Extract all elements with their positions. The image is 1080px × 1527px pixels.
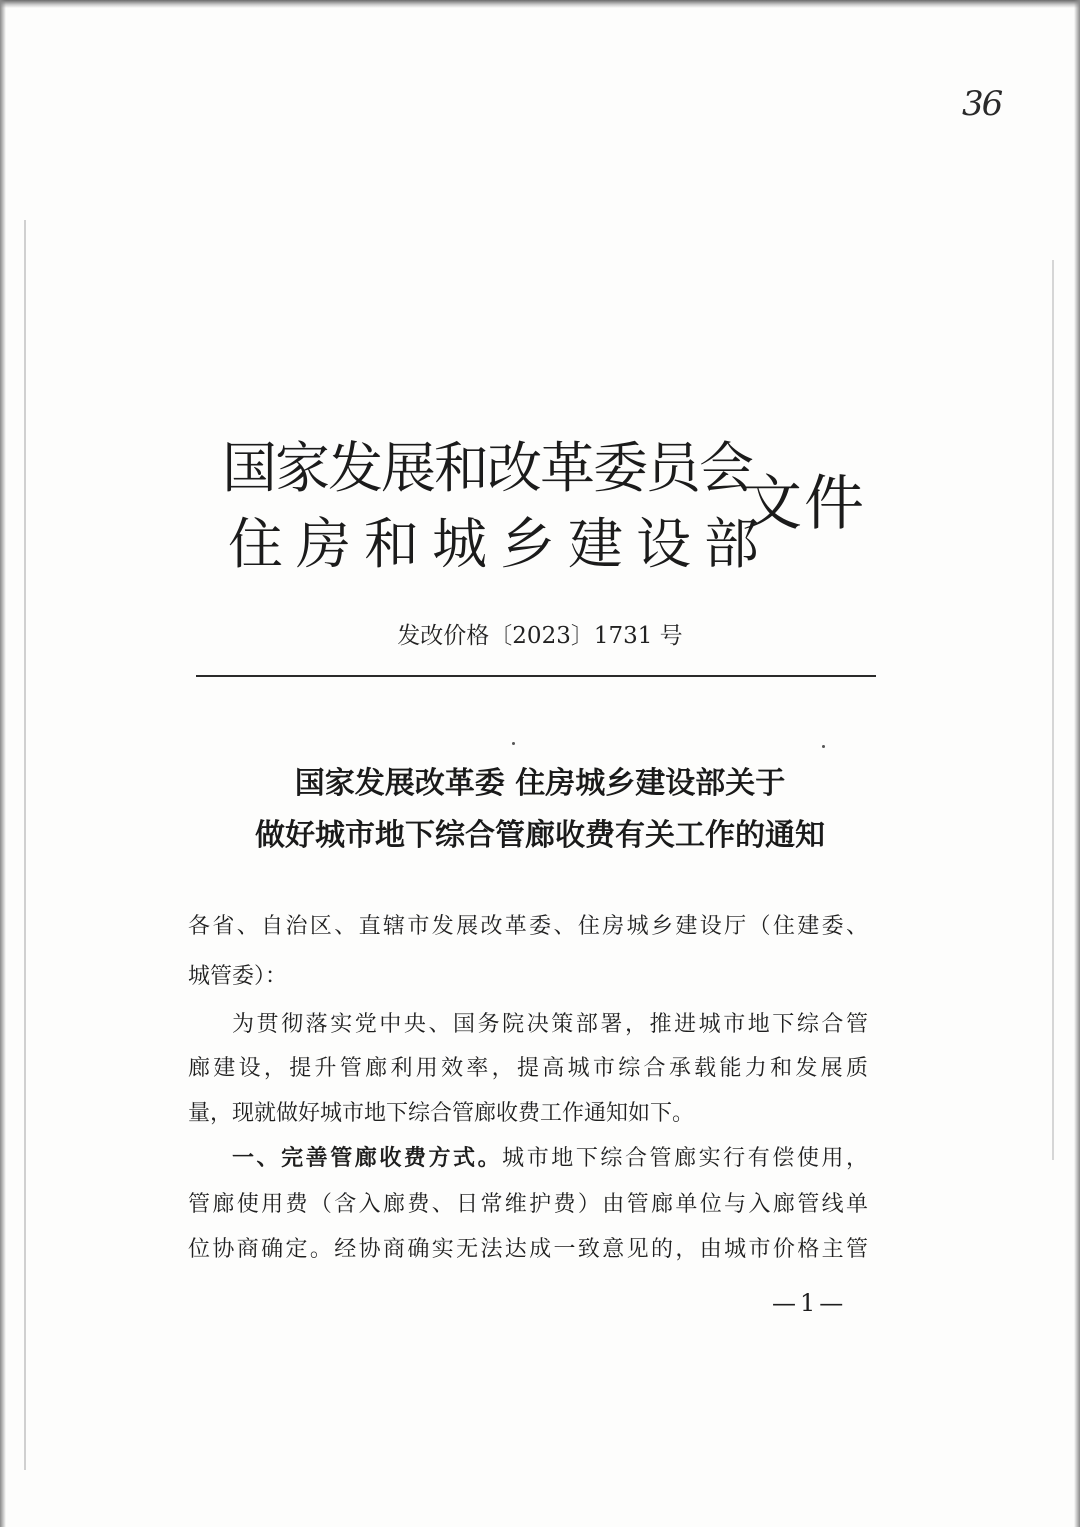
paragraph-1-line-3: 量，现就做好城市地下综合管廊收费工作通知如下。 [188, 1101, 695, 1126]
header-divider [196, 675, 876, 677]
handwritten-page-number: 36 [962, 84, 1002, 124]
scan-edge-top [0, 0, 1080, 8]
issuer-line-1: 国家发展和改革委员会 [222, 436, 753, 500]
addressee-line-2: 城管委）： [188, 964, 288, 989]
doc-type-label: 文件 [742, 469, 866, 539]
scan-shadow-line-right [1052, 260, 1054, 1160]
scan-speck [512, 742, 515, 745]
paragraph-2-line-1 [232, 1144, 868, 1174]
paragraph-2-line-2: 管廊使用费（含入廊费、日常维护费）由管廊单位与入廊管线单 [188, 1192, 868, 1217]
paragraph-2-line-3: 位协商确定。经协商确实无法达成一致意见的，由城市价格主管 [188, 1237, 868, 1262]
paragraph-1-line-1: 为贯彻落实党中央、国务院决策部署，推进城市地下综合管 [232, 1012, 868, 1037]
issuer-line-2: 住房和城乡建设部 [228, 512, 773, 576]
document-title-line-2: 做好城市地下综合管廊收费有关工作的通知 [255, 818, 825, 853]
section-heading: 一、完善管廊收费方式。 [232, 1146, 503, 1171]
addressee-line-1: 各省、自治区、直辖市发展改革委、住房城乡建设厅（住建委、 [188, 914, 868, 939]
scan-speck [822, 745, 825, 748]
issuer-header [222, 438, 882, 578]
page-number-footer: —1— [772, 1289, 848, 1317]
scan-edge-right [1074, 0, 1080, 1527]
scan-edge-left [0, 0, 6, 1527]
document-number: 发改价格〔2023〕1731 号 [397, 623, 683, 649]
paragraph-1-line-2: 廊建设，提升管廊利用效率，提高城市综合承载能力和发展质 [188, 1056, 868, 1081]
document-title-line-1: 国家发展改革委 住房城乡建设部关于 [294, 766, 786, 801]
paragraph-2-line-1-text: 城市地下综合管廊实行有偿使用， [502, 1146, 868, 1171]
